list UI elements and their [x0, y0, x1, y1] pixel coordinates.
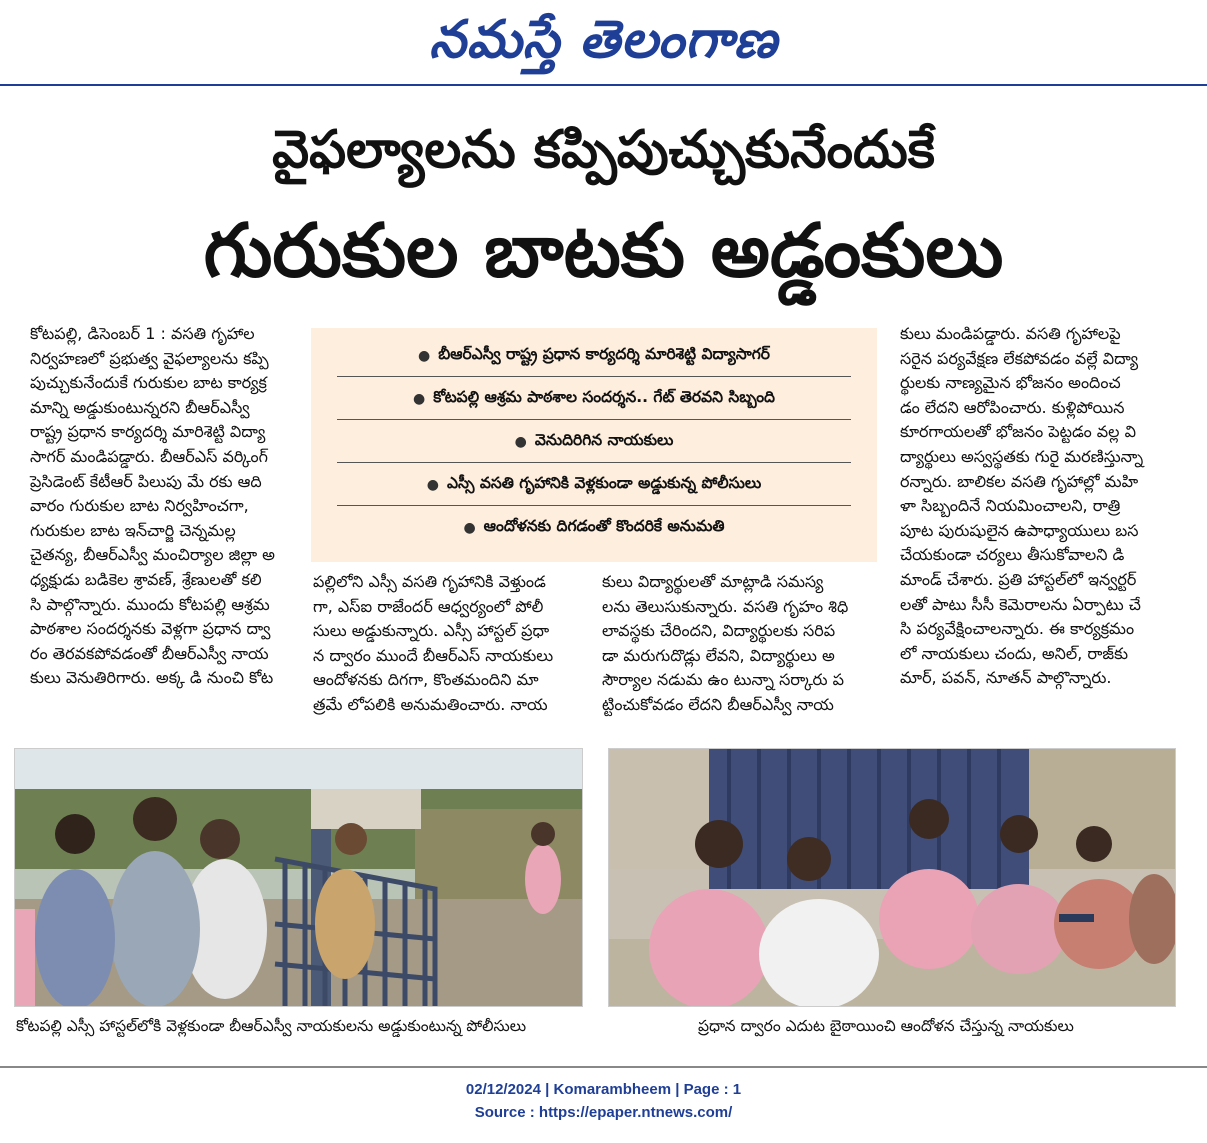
footer-divider [0, 1066, 1207, 1068]
article-line: కులు మండిపడ్డారు. వసతి గృహాలపై [900, 324, 1121, 343]
photo-leaders-sit-in [608, 748, 1176, 1007]
article-line: ధ్యక్షుడు బడికెల శ్రావణ్, శ్రేణులతో కలి [30, 569, 262, 589]
article-line: కూరగాయలతో భోజనం పెట్టడం వల్ల వి [900, 422, 1136, 442]
article-line: ద్యార్థులు అస్వస్థతకు గురై మరణిస్తున్నా [900, 446, 1144, 466]
subheadline-item: ● బీఆర్ఎస్వీ రాష్ట్ర ప్రధాన కార్యదర్శి మారిశెట్టి విద్యాసాగర్ [337, 336, 851, 377]
bullet-icon: ● [418, 348, 431, 364]
article-line: పల్లిలోని ఎస్సీ వసతి గృహానికి వెళ్తుండ [313, 572, 546, 591]
article-line: చైతన్య, బీఆర్ఎస్వీ మంచిర్యాల జిల్లా అ [30, 545, 275, 565]
article-line: నిర్వహణలో ప్రభుత్వ వైఫల్యాలను కప్పి [30, 348, 269, 368]
article-line: సాగర్ మండిపడ్డారు. బీఆర్ఎస్ వర్కింగ్ [30, 446, 268, 466]
article-column-1 [30, 322, 296, 691]
article-column-4 [900, 322, 1176, 691]
article-line: పాఠశాల సందర్శనకు వెళ్లగా ప్రధాన ద్వా [30, 619, 271, 639]
footer-date-edition: 02/12/2024 | Komarambheem | Page : 1 [465, 1081, 742, 1098]
bullet-icon: ● [413, 391, 426, 407]
photo-caption-right: ప్రధాన ద్వారం ఎదుట బైఠాయించి ఆందోళన చేస్తున్న నాయకులు [698, 1017, 1074, 1035]
bullet-icon: ● [463, 520, 476, 536]
article-line: న ద్వారం ముందే బీఆర్ఎస్ నాయకులు [313, 645, 554, 665]
article-line: రం తెరవకపోవడంతో బీఆర్ఎస్వీ నాయ [30, 643, 269, 663]
article-line: మాండ్ చేశారు. ప్రతి హాస్టల్‌లో ఇన్వర్టర్ [900, 569, 1137, 589]
subheadline-box [311, 328, 877, 562]
article-line: ర్థులకు నాణ్యమైన భోజనం అందించ [900, 373, 1121, 393]
bullet-icon: ● [426, 477, 439, 493]
article-line: పూట పురుషులైన ఉపాధ్యాయులు బస [900, 520, 1139, 540]
article-column-2 [313, 570, 587, 718]
photo-police-at-gate [14, 748, 583, 1007]
article-line: మాన్ని అడ్డుకుంటున్నరని బీఆర్ఎస్వీ [30, 397, 250, 417]
article-line: కులు వెనుతిరిగారు. అక్క డి నుంచి కోట [30, 668, 274, 688]
masthead-logo: నమస్తే తెలంగాణ [429, 9, 778, 70]
article-line: ప్రెసిడెంట్ కేటీఆర్ పిలుపు మే రకు ఆది [30, 471, 262, 491]
article-line: కులు విద్యార్థులతో మాట్లాడి సమస్య [602, 572, 824, 591]
article-line: పుచ్చుకునేందుకే గురుకుల బాట కార్యక్ర [30, 373, 267, 393]
article-line: లతో పాటు సీసీ కెమెరాలను ఏర్పాటు చే [900, 594, 1141, 614]
article-line: లను తెలుసుకున్నారు. వసతి గృహం శిధి [602, 596, 849, 616]
article-line: గా, ఎస్ఐ రాజేందర్ ఆధ్వర్యంలో పోలీ [313, 596, 544, 616]
article-line: సులు అడ్డుకున్నారు. ఎస్సీ హాస్టల్ ప్రధా [313, 621, 550, 641]
masthead-divider [0, 84, 1207, 86]
subheadline-item: ● ఆందోళనకు దిగడంతో కొందరికే అనుమతి [463, 517, 725, 536]
article-line: కోటపల్లి, డిసెంబర్ 1 : వసతి గృహాల [30, 324, 255, 343]
subheadline-item: ● వెనుదిరిగిన నాయకులు [337, 422, 851, 463]
subheadline-item: ● కోటపల్లి ఆశ్రమ పాఠశాల సందర్శన.. గేట్ తెరవని సిబ్బంది [337, 379, 851, 420]
headline-kicker: వైఫల్యాలను కప్పిపుచ్చుకునేందుకే [272, 120, 935, 180]
article-line: సౌర్యాల నడుమ ఉం టున్నా సర్కారు ప [602, 670, 845, 690]
article-line: చేయకుండా చర్యలు తీసుకోవాలని డి [900, 545, 1125, 565]
subheadline-item: ● ఎస్సీ వసతి గృహానికి వెళ్లకుండా అడ్డుకున్న పోలీసులు [337, 465, 851, 506]
article-line: రాష్ట్ర ప్రధాన కార్యదర్శి మారిశెట్టి విద్యా [30, 422, 266, 442]
article-line: వారం గురుకుల బాట నిర్వహించగా, [30, 496, 249, 516]
article-line: రన్నారు. బాలికల వసతి గృహాల్లో మహి [900, 471, 1139, 491]
article-line: మార్, పవన్, నూతన్ పాల్గొన్నారు. [900, 668, 1112, 688]
bullet-icon: ● [514, 434, 527, 450]
photo-caption-left: కోటపల్లి ఎస్సీ హాస్టల్‌లోకి వెళ్లకుండా బీఆర్ఎస్వీ నాయకులను అడ్డుకుంటున్న పోలీసులు [16, 1017, 527, 1035]
article-line: సి పాల్గొన్నారు. ముందు కోటపల్లి ఆశ్రమ [30, 594, 270, 614]
article-line: ళా సిబ్బందినే నియమించాలని, రాత్రి [900, 496, 1121, 516]
footer-source-link[interactable]: Source : https://epaper.ntnews.com/ [474, 1104, 733, 1121]
article-line: డా మరుగుదొడ్లు లేవని, విద్యార్థులు అ [602, 645, 835, 665]
article-line: గురుకుల బాట ఇన్‌చార్జి చెన్నమల్ల [30, 520, 236, 540]
article-line: ఆందోళనకు దిగగా, కొంతమందిని మా [313, 670, 539, 690]
headline-main: గురుకుల బాటకు అడ్డంకులు [203, 208, 1004, 294]
article-line: ట్టించుకోవడం లేదని బీఆర్ఎస్వీ నాయ [602, 694, 834, 714]
article-line: లో నాయకులు చందు, అనిల్, రాజ్‌కు [900, 643, 1129, 663]
article-line: సరైన పర్యవేక్షణ లేకపోవడం వల్లే విద్యా [900, 348, 1139, 368]
article-column-3 [602, 570, 878, 718]
article-line: డం లేదని ఆరోపించారు. కుళ్లిపోయిన [900, 397, 1125, 417]
article-line: త్రమే లోపలికి అనుమతించారు. నాయ [313, 694, 548, 714]
article-line: లావస్థకు చేరిందని, విద్యార్థులకు సరిప [602, 621, 836, 641]
article-line: సి పర్యవేక్షించాలన్నారు. ఈ కార్యక్రమం [900, 619, 1135, 639]
